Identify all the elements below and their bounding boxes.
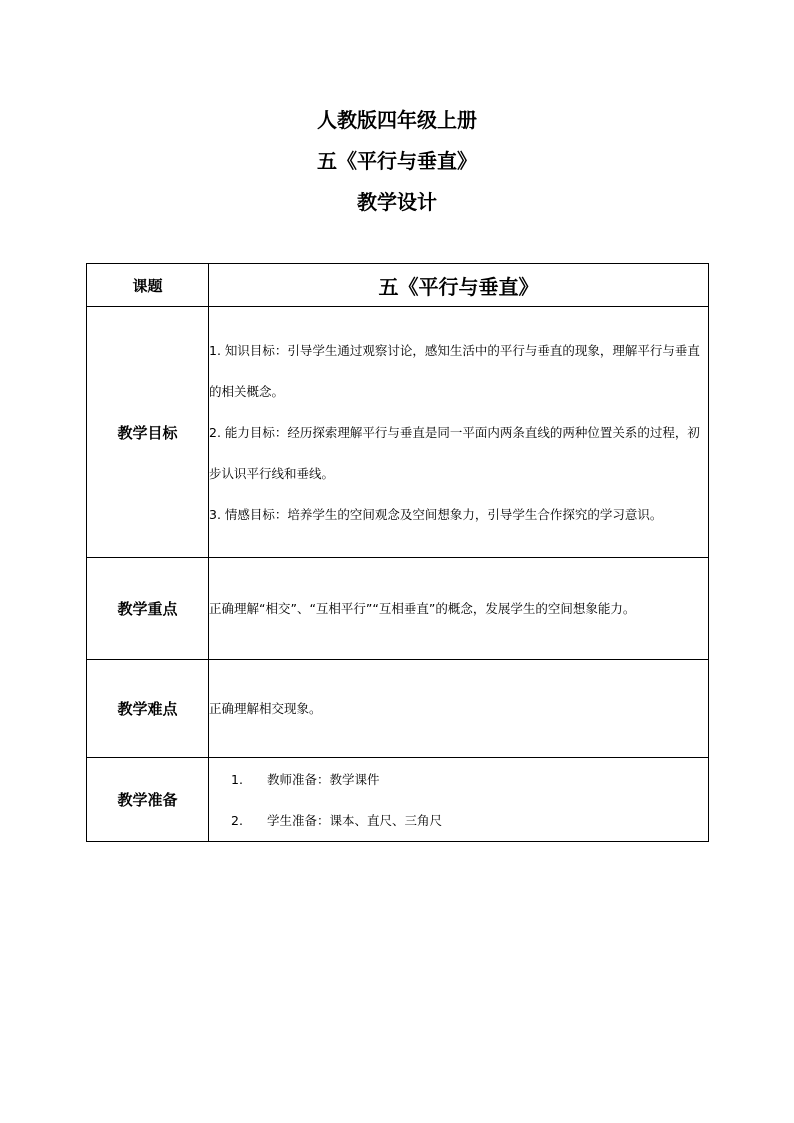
row-key-points (87, 558, 709, 660)
objective-item: 2. 能力目标：经历探索理解平行与垂直是同一平面内两条直线的两种位置关系的过程，初步认识平行线和垂线。 (209, 424, 700, 481)
objective-item: 1. 知识目标：引导学生通过观察讨论，感知生活中的平行与垂直的现象，理解平行与垂直的相关概念。 (209, 342, 700, 399)
course-title: 五《平行与垂直》 (209, 264, 709, 307)
preparation-content (209, 758, 709, 842)
row-objectives (87, 307, 709, 558)
prep-item-number: 1. (231, 771, 243, 787)
row-preparation (87, 758, 709, 842)
lesson-plan-table (86, 263, 709, 842)
label-objectives: 教学目标 (87, 307, 209, 558)
difficulties-text: 正确理解相交现象。 (209, 701, 322, 716)
label-key-points: 教学重点 (87, 558, 209, 660)
prep-item-text: 教师准备：教学课件 (267, 771, 380, 787)
prep-item-number: 2. (231, 812, 243, 828)
label-difficulties: 教学难点 (87, 660, 209, 758)
document-title (0, 100, 794, 223)
key-points-content (209, 558, 709, 660)
title-line-1: 人教版四年级上册 (317, 108, 477, 132)
objective-item: 3. 情感目标：培养学生的空间观念及空间想象力，引导学生合作探究的学习意识。 (209, 506, 663, 522)
difficulties-content (209, 660, 709, 758)
row-course (87, 264, 709, 307)
label-course: 课题 (87, 264, 209, 307)
prep-item (209, 800, 708, 841)
prep-item-text: 学生准备：课本、直尺、三角尺 (267, 812, 443, 828)
key-points-text: 正确理解“相交”、“互相平行”“互相垂直”的概念，发展学生的空间想象能力。 (209, 601, 636, 616)
title-line-2: 五《平行与垂直》 (317, 149, 477, 173)
label-preparation: 教学准备 (87, 758, 209, 842)
objectives-content (209, 307, 709, 558)
row-difficulties (87, 660, 709, 758)
title-line-3: 教学设计 (357, 190, 437, 214)
prep-item (209, 759, 708, 800)
